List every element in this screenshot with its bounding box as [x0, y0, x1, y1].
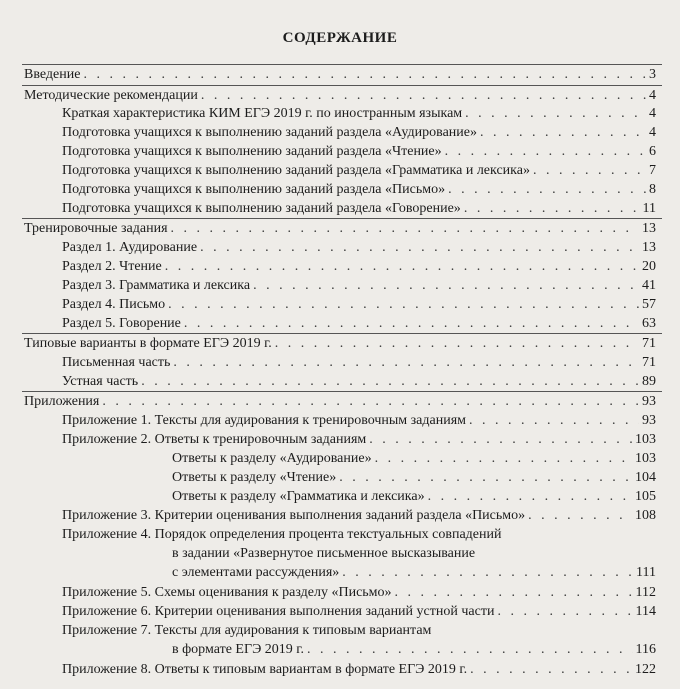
- toc-entry-text: Подготовка учащихся к выполнению заданий раздела «Грамматика и лексика»: [62, 163, 530, 178]
- dot-leader: [445, 142, 646, 161]
- toc-entry-text: Приложение 4. Порядок определения процента текстуальных совпадений: [62, 527, 502, 542]
- toc-entry-text: Приложение 5. Схемы оценивания к разделу «Письмо»: [62, 585, 392, 600]
- toc-entry-text: Краткая характеристика КИМ ЕГЭ 2019 г. по иностранным языкам: [62, 106, 463, 121]
- toc-entry-text: в формате ЕГЭ 2019 г.: [172, 642, 304, 657]
- dot-leader: [307, 640, 633, 659]
- toc-entry-page: 103: [635, 432, 656, 447]
- toc-entry-page: 13: [642, 240, 656, 255]
- toc-entry-text: Введение: [24, 67, 81, 82]
- toc-entry-page: 114: [635, 604, 656, 619]
- toc-entry-text: Раздел 1. Аудирование: [62, 240, 198, 255]
- toc-entry-page: 103: [635, 451, 656, 466]
- toc-entry-page: 71: [642, 336, 656, 351]
- dot-leader: [528, 506, 632, 525]
- toc-entry-page: 20: [642, 259, 656, 274]
- toc-entry-page: 116: [635, 642, 656, 657]
- dot-leader: [201, 86, 646, 105]
- dot-leader: [165, 257, 639, 276]
- toc-entry-page: 13: [642, 221, 656, 236]
- dot-leader: [339, 468, 632, 487]
- toc-entry-text: Приложение 7. Тексты для аудирования к типовым вариантам: [62, 623, 432, 638]
- toc-entry-text: Раздел 2. Чтение: [62, 259, 162, 274]
- toc-entry-text: Приложение 8. Ответы к типовым вариантам в формате ЕГЭ 2019 г.: [62, 662, 468, 677]
- dot-leader: [533, 161, 646, 180]
- toc-entry: [0, 314, 680, 333]
- toc-entry: [0, 219, 680, 238]
- dot-leader: [200, 238, 639, 257]
- toc-entry-page: 7: [649, 163, 656, 178]
- toc-entry: [0, 180, 680, 199]
- toc-entry: [0, 660, 680, 679]
- toc-entry-text: с элементами рассуждения»: [172, 565, 340, 580]
- toc-entry-page: 41: [642, 278, 656, 293]
- toc-entry: [0, 257, 680, 276]
- toc-entry-page: 4: [649, 125, 656, 140]
- toc-entry-page: 122: [635, 662, 656, 677]
- toc-entry: [0, 199, 680, 218]
- toc-entry-page: 11: [642, 201, 656, 216]
- dot-leader: [168, 295, 639, 314]
- dot-leader: [464, 199, 640, 218]
- toc-entry: [0, 449, 680, 468]
- dot-leader: [395, 583, 633, 602]
- toc-entry-text: Приложение 1. Тексты для аудирования к тренировочным заданиям: [62, 413, 467, 428]
- toc-entry-page: 111: [636, 565, 656, 580]
- toc-entry-page: 57: [642, 297, 656, 312]
- toc-entry-page: 108: [635, 508, 656, 523]
- toc-entry: [0, 506, 680, 525]
- toc-entry: [0, 65, 680, 84]
- toc-entry: [0, 525, 680, 582]
- toc-entry-text: Приложение 6. Критерии оценивания выполнения заданий устной части: [62, 604, 495, 619]
- dot-leader: [375, 449, 632, 468]
- toc-entry: [0, 583, 680, 602]
- toc-entry-text: в задании «Развернутое письменное высказывание: [172, 546, 476, 561]
- toc-entry: [0, 411, 680, 430]
- dot-leader: [448, 180, 646, 199]
- toc-entry-text: Раздел 5. Говорение: [62, 316, 181, 331]
- dot-leader: [428, 487, 632, 506]
- dot-leader: [275, 334, 639, 353]
- toc-entry-page: 104: [635, 470, 656, 485]
- toc-entry-page: 93: [642, 413, 656, 428]
- toc-entry: [0, 334, 680, 353]
- dot-leader: [253, 276, 639, 295]
- toc-entry: [0, 161, 680, 180]
- toc-entry-text: Раздел 4. Письмо: [62, 297, 166, 312]
- toc-entry-page: 4: [649, 106, 656, 121]
- dot-leader: [497, 602, 632, 621]
- toc-entry-text: Типовые варианты в формате ЕГЭ 2019 г.: [24, 336, 272, 351]
- toc-entry: [0, 238, 680, 257]
- page-title: СОДЕРЖАНИЕ: [282, 30, 398, 46]
- toc-entry: [0, 295, 680, 314]
- toc-entry-page: 71: [642, 355, 656, 370]
- dot-leader: [83, 65, 646, 84]
- dot-leader: [480, 123, 646, 142]
- toc-entry: [0, 430, 680, 449]
- toc-entry-page: 6: [649, 144, 656, 159]
- toc-entry: [0, 104, 680, 123]
- toc-entry-text: Подготовка учащихся к выполнению заданий раздела «Чтение»: [62, 144, 442, 159]
- toc-entry-text: Подготовка учащихся к выполнению заданий раздела «Аудирование»: [62, 125, 477, 140]
- toc-entry-text: Приложение 2. Ответы к тренировочным заданиям: [62, 432, 367, 447]
- toc-entry-page: 93: [642, 394, 656, 409]
- toc-entry-text: Ответы к разделу «Аудирование»: [172, 451, 372, 466]
- toc-entry-text: Ответы к разделу «Грамматика и лексика»: [172, 489, 425, 504]
- dot-leader: [184, 314, 639, 333]
- toc-entry-text: Приложение 3. Критерии оценивания выполнения заданий раздела «Письмо»: [62, 508, 526, 523]
- toc-entry-text: Письменная часть: [62, 355, 171, 370]
- toc-entry-text: Методические рекомендации: [24, 88, 198, 103]
- toc-entry: [0, 392, 680, 411]
- toc-entry-text: Устная часть: [62, 374, 139, 389]
- dot-leader: [102, 392, 639, 411]
- toc-entry-text: Подготовка учащихся к выполнению заданий раздела «Говорение»: [62, 201, 461, 216]
- toc-entry-page: 63: [642, 316, 656, 331]
- toc-entry: [0, 468, 680, 487]
- toc-entry-text: Приложения: [24, 394, 100, 409]
- toc-entry: [0, 276, 680, 295]
- toc-entry: [0, 123, 680, 142]
- toc-entry-text: Подготовка учащихся к выполнению заданий раздела «Письмо»: [62, 182, 446, 197]
- toc-entry: [0, 353, 680, 372]
- dot-leader: [465, 104, 646, 123]
- toc-entry: [0, 621, 680, 659]
- dot-leader: [469, 411, 639, 430]
- dot-leader: [470, 660, 632, 679]
- dot-leader: [342, 563, 633, 582]
- toc-entry-page: 105: [635, 489, 656, 504]
- toc-entry-page: 4: [649, 88, 656, 103]
- dot-leader: [173, 353, 639, 372]
- toc-entry-page: 3: [649, 67, 656, 82]
- dot-leader: [369, 430, 632, 449]
- toc-entry-text: Ответы к разделу «Чтение»: [172, 470, 337, 485]
- toc-entry: [0, 602, 680, 621]
- toc-entry-page: 89: [642, 374, 656, 389]
- toc-entry-page: 112: [635, 585, 656, 600]
- toc-entry-page: 8: [649, 182, 656, 197]
- toc-entry: [0, 142, 680, 161]
- toc-entry-text: Раздел 3. Грамматика и лексика: [62, 278, 251, 293]
- toc-entry: [0, 86, 680, 105]
- toc-entry: [0, 487, 680, 506]
- dot-leader: [141, 372, 639, 391]
- toc-entry: [0, 372, 680, 391]
- dot-leader: [171, 219, 639, 238]
- toc-entry-text: Тренировочные задания: [24, 221, 168, 236]
